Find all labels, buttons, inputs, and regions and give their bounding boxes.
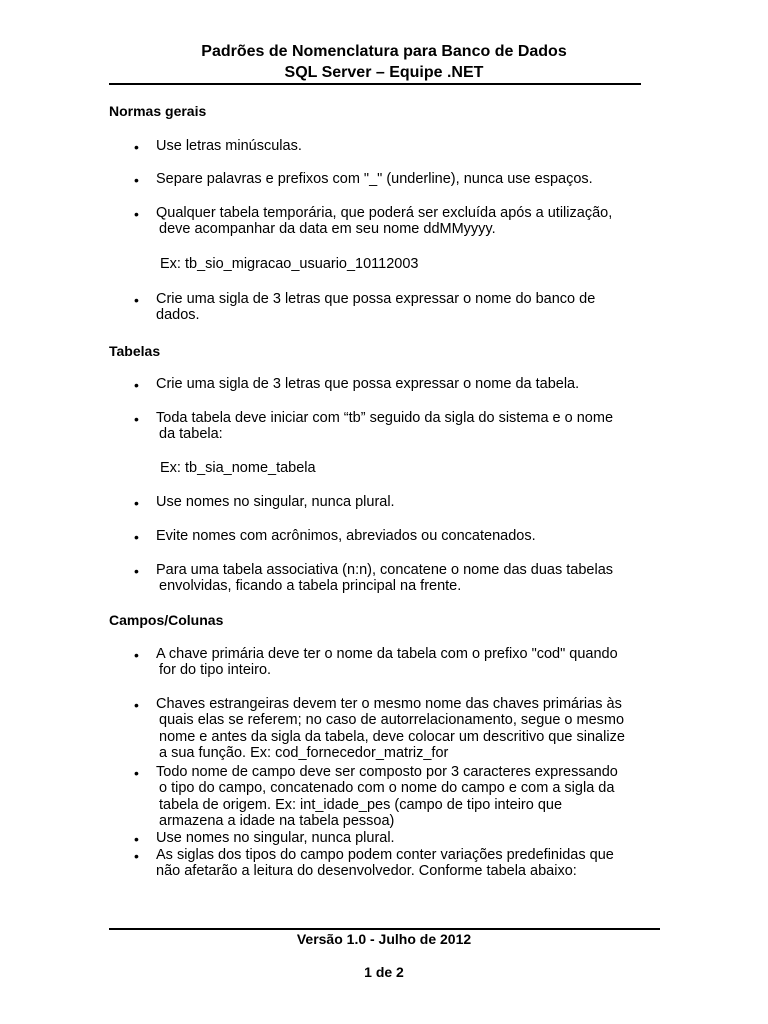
- bullet-icon: •: [134, 411, 139, 427]
- bullet-icon: •: [134, 206, 139, 222]
- footer-rule: [109, 928, 660, 930]
- list-item: [156, 696, 658, 761]
- list-item-line: Qualquer tabela temporária, que poderá ser excluída após a utilização,: [156, 205, 613, 221]
- bullet-icon: •: [134, 697, 139, 713]
- bullet-icon: •: [134, 495, 139, 511]
- list-item: [156, 291, 658, 324]
- list-item: [156, 847, 658, 880]
- section-heading-campos-colunas: Campos/Colunas: [109, 612, 224, 628]
- list-item: [156, 376, 658, 392]
- header-rule: [109, 83, 641, 85]
- list-item-line: a sua função. Ex: cod_fornecedor_matriz_for: [159, 744, 449, 761]
- list-item: [156, 138, 658, 154]
- list-item-line: não afetarão a leitura do desenvolvedor. Conforme tabela abaixo:: [156, 863, 577, 880]
- list-item-line: Todo nome de campo deve ser composto por 3 caracteres expressando: [156, 764, 618, 780]
- list-item-line: o tipo do campo, concatenado com o nome do campo e com a sigla da: [159, 780, 615, 797]
- list-item-line: dados.: [156, 307, 200, 324]
- list-item-line: Use nomes no singular, nunca plural.: [156, 494, 395, 510]
- list-item: [156, 562, 658, 595]
- page-number: 1 de 2: [364, 964, 404, 980]
- section-heading-normas-gerais: Normas gerais: [109, 103, 207, 119]
- list-item: [156, 528, 658, 544]
- list-item-line: Use nomes no singular, nunca plural.: [156, 830, 395, 846]
- list-item-line: Para uma tabela associativa (n:n), concatene o nome das duas tabelas: [156, 562, 614, 578]
- list-item-line: nome e antes da sigla da tabela, deve colocar um descritivo que sinalize: [159, 728, 625, 745]
- list-item-line: Evite nomes com acrônimos, abreviados ou concatenados.: [156, 528, 536, 544]
- list-item: [156, 764, 658, 829]
- list-item: [156, 494, 658, 510]
- bullet-icon: •: [134, 377, 139, 393]
- footer-version: Versão 1.0 - Julho de 2012: [296, 931, 472, 947]
- document-title: Padrões de Nomenclatura para Banco de Dados: [201, 43, 567, 60]
- list-item-line: A chave primária deve ter o nome da tabela com o prefixo "cod" quando: [156, 646, 618, 662]
- list-item-line: Use letras minúsculas.: [156, 138, 302, 154]
- list-item: [156, 205, 658, 238]
- list-item: [156, 830, 658, 846]
- example-text: Ex: tb_sia_nome_tabela: [160, 460, 316, 476]
- bullet-icon: •: [134, 831, 139, 847]
- bullet-icon: •: [134, 292, 139, 308]
- list-item: [156, 410, 658, 443]
- list-item-line: da tabela:: [159, 426, 223, 443]
- list-item-line: envolvidas, ficando a tabela principal na frente.: [159, 578, 462, 595]
- list-item-line: armazena a idade na tabela pessoa): [159, 812, 395, 829]
- list-item-line: Crie uma sigla de 3 letras que possa expressar o nome do banco de: [156, 291, 596, 307]
- list-item: [156, 171, 658, 187]
- bullet-icon: •: [134, 647, 139, 663]
- list-item-line: quais elas se referem; no caso de autorrelacionamento, segue o mesmo: [159, 712, 625, 729]
- list-item-line: Separe palavras e prefixos com "_" (underline), nunca use espaços.: [156, 171, 593, 187]
- bullet-icon: •: [134, 563, 139, 579]
- list-item-line: tabela de origem. Ex: int_idade_pes (campo de tipo inteiro que: [159, 796, 563, 813]
- list-item-line: Toda tabela deve iniciar com “tb” seguido da sigla do sistema e o nome: [156, 410, 614, 426]
- document-subtitle: SQL Server – Equipe .NET: [284, 64, 484, 81]
- bullet-icon: •: [134, 529, 139, 545]
- section-heading-tabelas: Tabelas: [109, 343, 161, 359]
- list-item-line: Crie uma sigla de 3 letras que possa expressar o nome da tabela.: [156, 376, 580, 392]
- list-item: [156, 646, 658, 679]
- list-item-line: As siglas dos tipos do campo podem conter variações predefinidas que: [156, 847, 614, 863]
- example-text: Ex: tb_sio_migracao_usuario_10112003: [160, 256, 419, 272]
- list-item-line: Chaves estrangeiras devem ter o mesmo nome das chaves primárias às: [156, 696, 622, 712]
- list-item-line: for do tipo inteiro.: [159, 662, 272, 679]
- bullet-icon: •: [134, 139, 139, 155]
- bullet-icon: •: [134, 765, 139, 781]
- bullet-icon: •: [134, 172, 139, 188]
- bullet-icon: •: [134, 848, 139, 864]
- list-item-line: deve acompanhar da data em seu nome ddMMyyyy.: [159, 221, 496, 238]
